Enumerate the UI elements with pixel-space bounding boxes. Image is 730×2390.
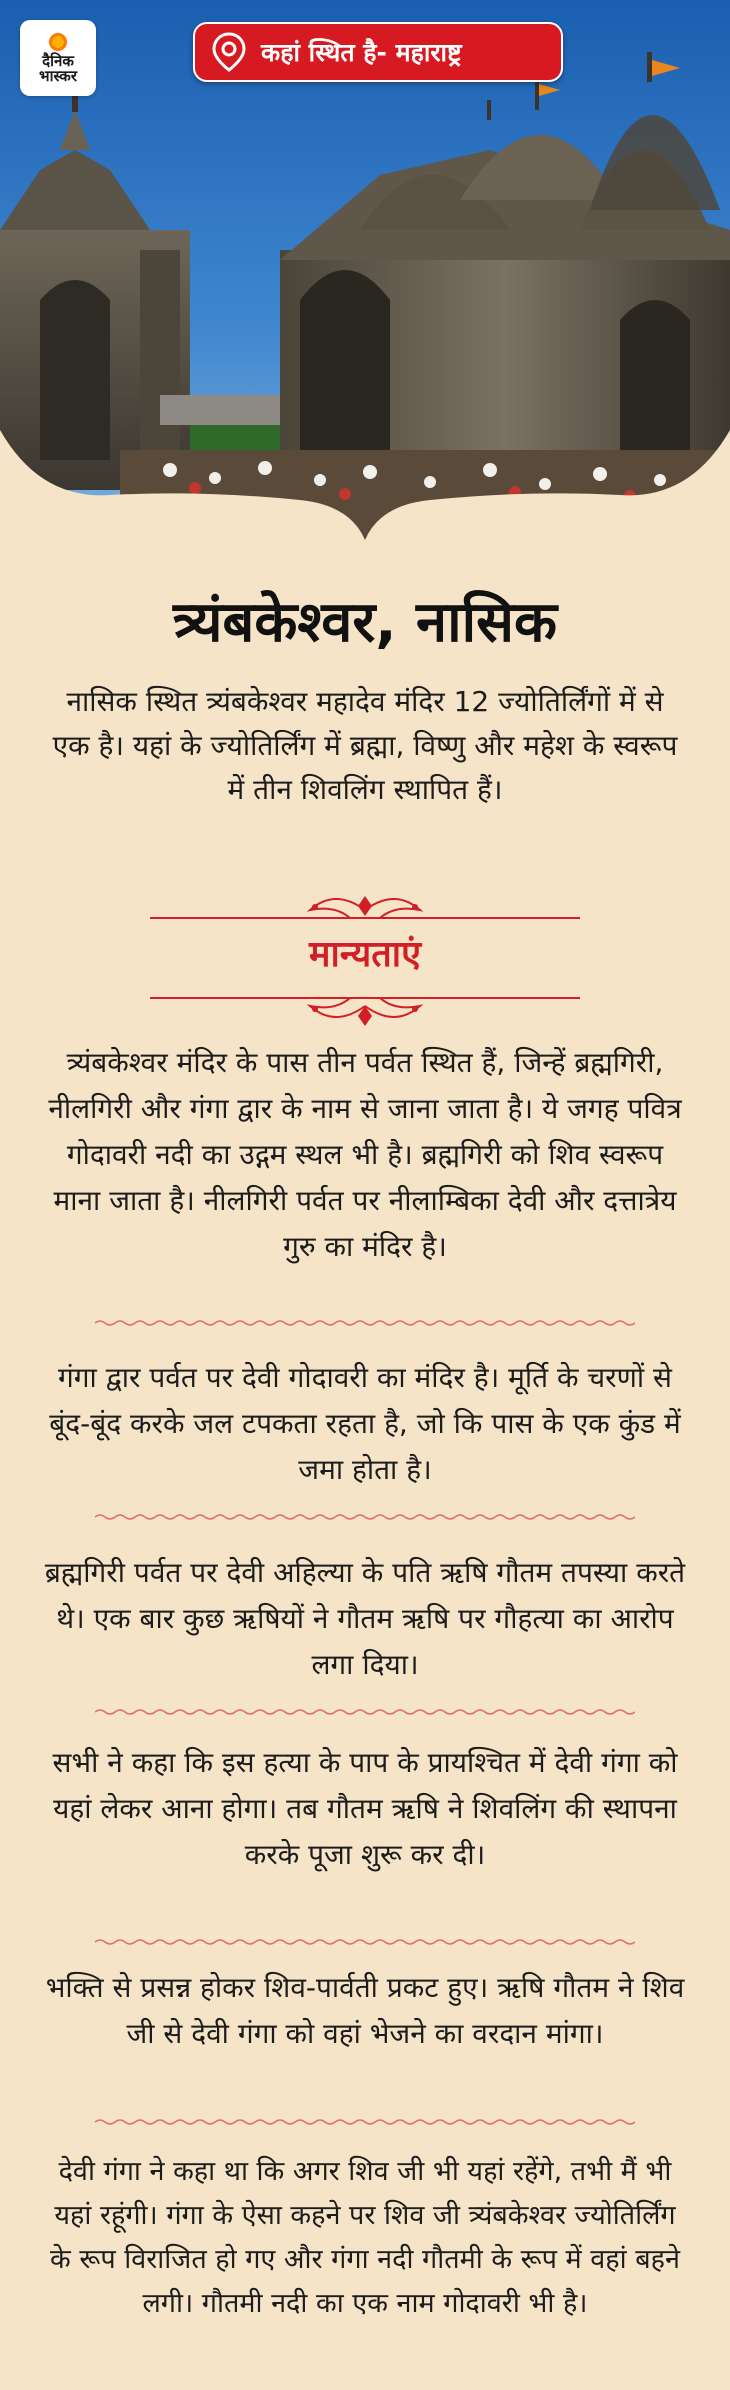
belief-paragraph-4: सभी ने कहा कि इस हत्या के पाप के प्रायश्चित में देवी गंगा को यहां लेकर आना होगा। तब गौतम ऋषि ने शिवलिंग की स्थापना करके पूजा शुरू कर दी। xyxy=(52,1746,678,1871)
wavy-divider xyxy=(95,1708,635,1716)
dainik-bhaskar-logo[interactable] xyxy=(20,20,96,96)
page-title: त्र्यंबकेश्वर, नासिक xyxy=(173,590,557,655)
location-text: कहां स्थित है- महाराष्ट्र xyxy=(261,38,462,67)
wavy-divider xyxy=(95,1319,635,1327)
logo-line-1: दैनिक xyxy=(42,52,74,70)
location-pin-icon xyxy=(211,32,247,72)
belief-paragraph-1: त्र्यंबकेश्वर मंदिर के पास तीन पर्वत स्थित हैं, जिन्हें ब्रह्मगिरी, नीलगिरी और गंगा द्वार के नाम से जाना जाता है। ये जगह पवित्र गोदावरी नदी का उद्गम स्थल भी है। ब्रह्मगिरी को शिव स्वरूप माना जाता है। नीलगिरी पर्वत पर नीलाम्बिका देवी और दत्तात्रेय गुरु का मंदिर है। xyxy=(48,1046,682,1263)
belief-paragraph-5: भक्ति से प्रसन्न होकर शिव-पार्वती प्रकट हुए। ऋषि गौतम ने शिव जी से देवी गंगा को वहां भेजने का वरदान मांगा। xyxy=(45,1971,685,2050)
belief-paragraph-6: देवी गंगा ने कहा था कि अगर शिव जी भी यहां रहेंगे, तभी मैं भी यहां रहूंगी। गंगा के ऐसा कहने पर शिव जी त्र्यंबकेश्वर ज्योतिर्लिंग के रूप विराजित हो गए और गंगा नदी गौतमी के रूप में वहां बहने लगी। गौतमी नदी का एक नाम गोदावरी भी है। xyxy=(50,2156,680,2319)
intro-text: नासिक स्थित त्र्यंबकेश्वर महादेव मंदिर 12 ज्योतिर्लिंगों में से एक है। यहां के ज्योतिर्लिंग में ब्रह्मा, विष्णु और महेश के स्वरूप में तीन शिवलिंग स्थापित हैं। xyxy=(52,685,678,806)
beliefs-heading: मान्यताएं xyxy=(308,934,422,975)
belief-paragraph-3: ब्रह्मगिरी पर्वत पर देवी अहिल्या के पति ऋषि गौतम तपस्या करते थे। एक बार कुछ ऋषियों ने गौतम ऋषि पर गौहत्या का आरोप लगा दिया। xyxy=(44,1556,686,1681)
location-badge xyxy=(193,22,563,82)
wavy-divider xyxy=(95,1938,635,1946)
wavy-divider xyxy=(95,1513,635,1521)
logo-line-2: भास्कर xyxy=(39,67,77,85)
sun-icon xyxy=(49,33,67,51)
belief-paragraph-2: गंगा द्वार पर्वत पर देवी गोदावरी का मंदिर है। मूर्ति के चरणों से बूंद-बूंद करके जल टपकता रहता है, जो कि पास के एक कुंड में जमा होता है। xyxy=(49,1361,681,1486)
bottom-ornament-divider xyxy=(150,976,580,1036)
wavy-divider xyxy=(95,2118,635,2126)
